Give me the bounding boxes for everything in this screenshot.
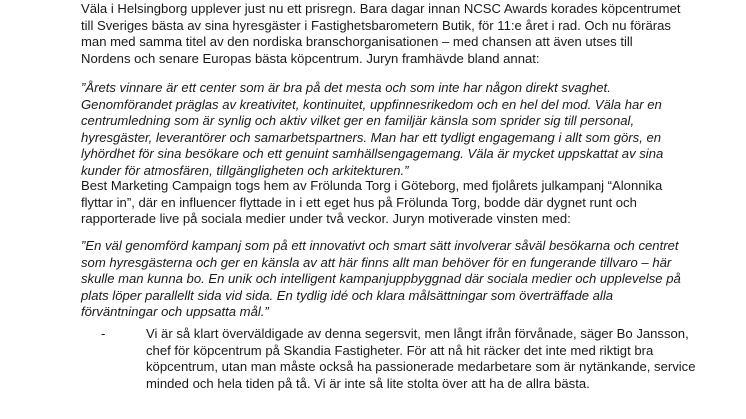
text-line: hyresgäster, leverantörer och samarbetspartners. Man har ett tydligt engagemang i allt som görs, en — [81, 129, 662, 145]
text-line: köpcentrum, utan man måste också ha passionerade medarbetare som är nytänkande, service — [146, 359, 696, 375]
text-line: Vi är så klart överväldigade av denna segersvit, men långt ifrån förvånade, säger Bo Jansson, — [146, 326, 689, 341]
text-line: chef för köpcentrum på Skandia Fastigheter. För att nå hit räcker det inte med riktigt bra — [146, 342, 654, 358]
bullet-text — [146, 326, 696, 392]
paragraph-frolunda-campaign — [81, 178, 662, 228]
text-line: till Sveriges bästa av sina hyresgäster i Fastighetsbarometern Butik, för 11:e året i rad. Och nu föräras — [81, 17, 671, 33]
text-line: lyhördhet för sina besökare och ett genuint samhällsengagemang. Väla är mycket uppskattat av sina — [81, 146, 664, 162]
text-line: plats löper parallellt sida vid sida. En tydlig idé och klara målsättningar som överträffade alla — [81, 287, 614, 303]
text-line: Nordens och senare Europas bästa köpcentrum. Juryn framhävde bland annat: — [81, 50, 540, 66]
text-line: man med samma titel av den nordiska branschorganisationen – med chansen att även utses till — [81, 34, 633, 50]
text-line: kunder för atmosfären, tillgängligheten och arkitekturen.” — [81, 162, 409, 178]
jury-quote-frolunda — [81, 238, 681, 321]
text-line: minded och hela tiden på tå. Vi är inte så lite stolta över att ha de allra bästa. — [146, 375, 590, 391]
text-line: Best Marketing Campaign togs hem av Frölunda Torg i Göteborg, med fjolårets julkampanj “Alonnika — [81, 178, 663, 193]
text-line: ”En väl genomförd kampanj som på ett innovativt och smart sätt involverar såväl besökarna och centret — [81, 238, 679, 253]
text-line: förväntningar och uppsatta mål.” — [81, 304, 269, 320]
text-line: rapporterade live på sociala medier under två veckor. Juryn motiverade vinsten med: — [81, 211, 571, 227]
text-line: flyttar in”, där en influencer flyttade in i ett eget hus på Frölunda Torg, bodde där dygnet runt och — [81, 194, 637, 210]
text-line: ”Årets vinnare är ett center som är bra på det mesta och som inte har någon direkt svaghet. — [81, 80, 611, 95]
text-line: som hyresgästerna och ger en känsla av att här finns allt man behöver för en fungerande tillvaro – här — [81, 254, 672, 270]
text-line: Väla i Helsingborg upplever just nu ett prisregn. Bara dagar innan NCSC Awards korades köpcentrumet — [81, 1, 681, 16]
jury-quote-vala — [81, 80, 663, 180]
text-line: skulle man kunna bo. En unik och intelligent kampanjuppbyggnad där sociala medier och upplevelse på — [81, 271, 681, 287]
bullet-marker: - — [101, 326, 106, 341]
paragraph-vala-intro — [81, 1, 681, 67]
text-line: centrumledning som är synlig och aktiv vilket ger en familjär känsla som sprider sig till personal, — [81, 113, 635, 129]
text-line: Genomförandet präglas av kreativitet, kontinuitet, uppfinnesrikedom och en hel del mod. Väla har en — [81, 96, 662, 112]
